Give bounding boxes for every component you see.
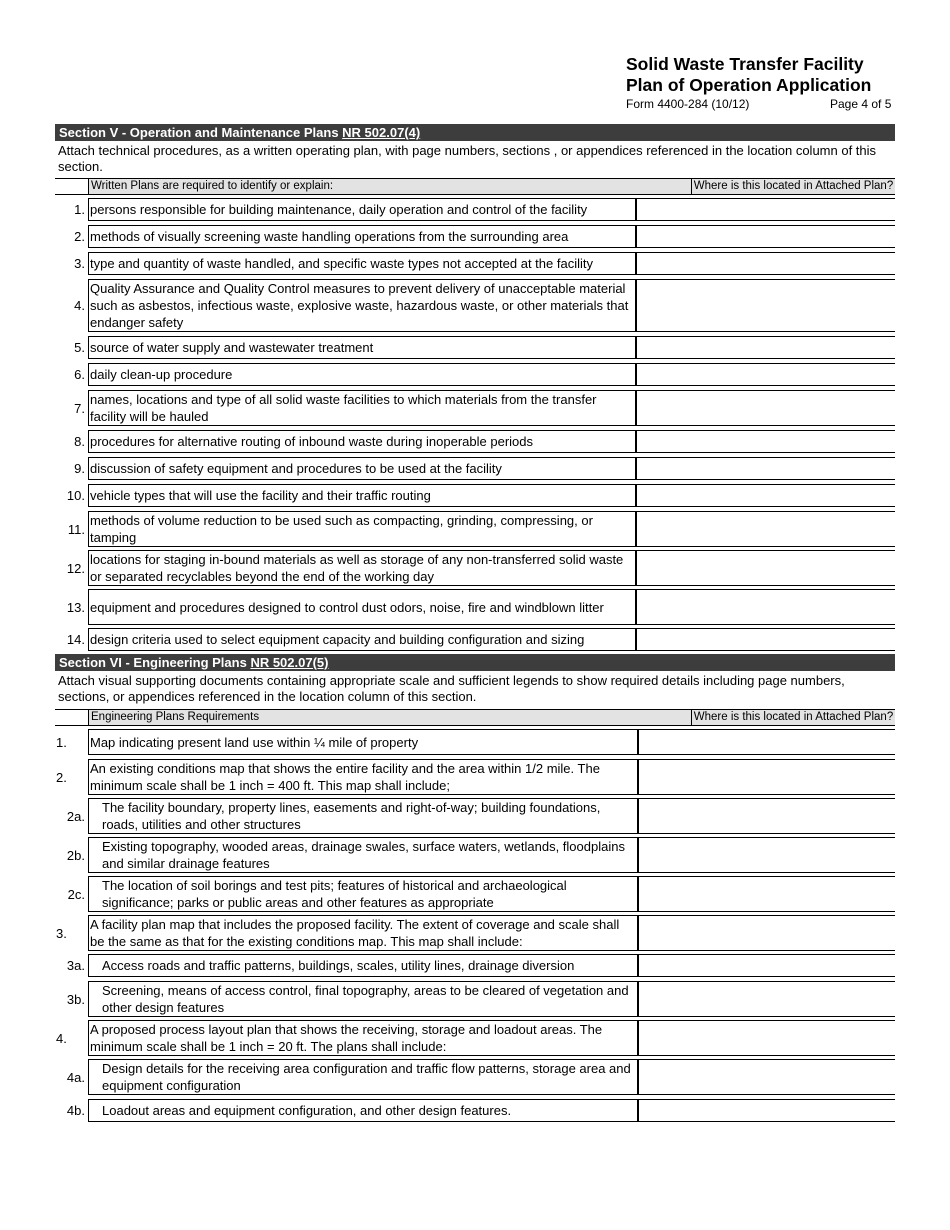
item-text (88, 390, 636, 426)
section5-row (55, 428, 895, 455)
item-text-label: Screening, means of access control, final topography, areas to be cleared of vegetation and other design features (102, 983, 629, 1015)
location-input[interactable] (636, 225, 895, 248)
section5-row (55, 455, 895, 482)
section6-header (55, 654, 895, 671)
section5-row (55, 196, 895, 223)
section5-column-header (55, 178, 895, 195)
item-number: 10. (66, 488, 85, 503)
section6-row (55, 757, 895, 797)
location-input[interactable] (638, 915, 895, 951)
item-text-label: type and quantity of waste handled, and specific waste types not accepted at the facility (90, 256, 593, 271)
section6-row (55, 1057, 895, 1097)
item-text (88, 1099, 638, 1122)
section5-row (55, 587, 895, 627)
item-text-label: Design details for the receiving area configuration and traffic flow patterns, storage area and equipment configuration (102, 1061, 631, 1093)
item-text (88, 457, 636, 480)
item-text (88, 198, 636, 221)
item-text-label: A facility plan map that includes the proposed facility. The extent of coverage and scale shall be the same as that for the existing conditions map. This map shall include: (90, 917, 620, 949)
item-number: 3. (74, 256, 85, 271)
section5-col-where: Where is this located in Attached Plan? (693, 180, 894, 192)
section5-ref-link[interactable]: NR 502.07(4) (342, 125, 421, 140)
section5-header (55, 124, 895, 141)
item-text-label: An existing conditions map that shows the entire facility and the area within 1/2 mile. The minimum scale shall be 1 inch = 400 ft. This map shall include; (90, 761, 600, 793)
item-text-label: The location of soil borings and test pits; features of historical and archaeological significance; parks or public areas and other features as appropriate (102, 878, 567, 910)
section6-column-header (55, 709, 895, 726)
section5-row (55, 250, 895, 277)
item-text-label: design criteria used to select equipment capacity and building configuration and sizing (90, 632, 585, 647)
item-text (88, 589, 636, 625)
section5-row (55, 626, 895, 653)
section5-intro: Attach technical procedures, as a written operating plan, with page numbers, sections , or appendices referenced in the location column of this section. (58, 143, 877, 174)
item-number: 8. (74, 434, 85, 449)
item-text (88, 336, 636, 359)
item-text-label: A proposed process layout plan that shows the receiving, storage and loadout areas. The minimum scale shall be 1 inch = 20 ft. The plans shall include: (90, 1022, 603, 1054)
section6-row (55, 979, 895, 1019)
item-number: 12. (66, 560, 85, 576)
location-input[interactable] (636, 252, 895, 275)
form-header (626, 54, 898, 112)
section5-col-label: Written Plans are required to identify or explain: (88, 179, 692, 194)
item-text (88, 954, 638, 977)
section6-row (55, 874, 895, 914)
item-number: 13. (66, 599, 85, 615)
location-input[interactable] (636, 589, 895, 625)
location-input[interactable] (636, 390, 895, 426)
item-number: 3a. (66, 958, 85, 973)
item-number: 11. (67, 521, 85, 537)
item-text (88, 876, 638, 912)
item-text (88, 550, 636, 586)
item-text-label: Existing topography, wooded areas, drainage swales, surface waters, wetlands, floodplains and similar drainage features (102, 839, 625, 871)
item-text-label: equipment and procedures designed to control dust odors, noise, fire and windblown litter (90, 599, 604, 615)
location-input[interactable] (638, 876, 895, 912)
section5-row (55, 388, 895, 428)
section6-row (55, 1097, 895, 1124)
item-text (88, 915, 638, 951)
item-text-label: daily clean-up procedure (90, 367, 233, 382)
item-text-label: methods of volume reduction to be used such as compacting, grinding, compressing, or tamping (90, 513, 593, 545)
item-number: 9. (74, 461, 85, 476)
item-text-label: The facility boundary, property lines, easements and right-of-way; building foundations, roads, utilities and other structures (102, 800, 601, 832)
item-number: 2a. (66, 808, 85, 824)
location-input[interactable] (638, 981, 895, 1017)
item-text (88, 511, 636, 547)
item-text (88, 729, 638, 755)
section6-title: Section VI - Engineering Plans (59, 655, 251, 670)
location-input[interactable] (636, 336, 895, 359)
location-input[interactable] (638, 954, 895, 977)
item-number: 14. (66, 632, 85, 647)
form-title-line2: Plan of Operation Application (626, 75, 872, 95)
section6-row (55, 796, 895, 836)
item-text-label: procedures for alternative routing of inbound waste during inoperable periods (90, 434, 534, 449)
location-input[interactable] (636, 198, 895, 221)
item-text-label: vehicle types that will use the facility and their traffic routing (90, 488, 431, 503)
item-text (88, 484, 636, 507)
item-text (88, 363, 636, 386)
section6-row (55, 1018, 895, 1058)
item-text (88, 252, 636, 275)
item-number: 3b. (66, 991, 85, 1007)
location-input[interactable] (638, 837, 895, 873)
item-number: 4. (56, 1030, 67, 1046)
item-number: 4b. (66, 1103, 85, 1118)
section5-row (55, 277, 895, 334)
location-input[interactable] (636, 484, 895, 507)
item-text (88, 1020, 638, 1056)
item-number: 2c. (67, 886, 85, 902)
item-text (88, 798, 638, 834)
section6-row (55, 913, 895, 953)
item-number: 4a. (66, 1069, 85, 1085)
location-input[interactable] (636, 279, 895, 332)
section6-col-where: Where is this located in Attached Plan? (693, 711, 894, 723)
page-number: Page 4 of 5 (830, 97, 892, 111)
item-text-label: Access roads and traffic patterns, buildings, scales, utility lines, drainage diversion (102, 958, 575, 973)
item-text-label: persons responsible for building maintenance, daily operation and control of the facility (90, 202, 588, 217)
item-number: 2. (74, 229, 85, 244)
item-text (88, 981, 638, 1017)
section5-row (55, 223, 895, 250)
location-input[interactable] (636, 550, 895, 586)
form-title-line1: Solid Waste Transfer Facility (626, 54, 864, 74)
location-input[interactable] (638, 759, 895, 795)
section5-title: Section V - Operation and Maintenance Plans (59, 125, 343, 140)
form-number: Form 4400-284 (10/12) (626, 97, 750, 111)
item-text (88, 628, 636, 651)
location-input[interactable] (636, 457, 895, 480)
section5-row (55, 334, 895, 361)
item-number: 4. (74, 298, 85, 313)
item-number: 2b. (66, 847, 85, 863)
location-input[interactable] (638, 729, 895, 755)
location-input[interactable] (638, 1099, 895, 1122)
item-text (88, 1059, 638, 1095)
section6-row (55, 952, 895, 979)
item-text (88, 430, 636, 453)
item-text-label: Quality Assurance and Quality Control measures to prevent delivery of unacceptable material such as asbestos, infectious waste, explosive waste, hazardous waste, or other materials that endanger safety (90, 281, 629, 330)
item-text-label: discussion of safety equipment and procedures to be used at the facility (90, 461, 502, 476)
location-input[interactable] (638, 798, 895, 834)
location-input[interactable] (636, 628, 895, 651)
item-text (88, 279, 636, 332)
item-number: 5. (74, 340, 85, 355)
location-input[interactable] (636, 511, 895, 547)
item-number: 2. (56, 769, 67, 785)
section5-row (55, 482, 895, 509)
item-number: 7. (74, 400, 85, 416)
section6-intro: Attach visual supporting documents containing appropriate scale and sufficient legends to show required details including page numbers, sections, or appendices referenced in the location column of this section. (58, 673, 845, 704)
item-text (88, 225, 636, 248)
item-text-label: Loadout areas and equipment configuration, and other design features. (102, 1103, 512, 1118)
item-text-label: locations for staging in-bound materials as well as storage of any non-transferred solid waste or separated recyclables beyond the end of the working day (90, 552, 624, 584)
section5-row (55, 361, 895, 388)
item-text-label: names, locations and type of all solid waste facilities to which materials from the transfer facility will be hauled (90, 392, 597, 424)
item-number: 1. (74, 202, 85, 217)
section6-row (55, 835, 895, 875)
item-text-label: Map indicating present land use within ¼ mile of property (90, 734, 419, 750)
item-number: 6. (74, 367, 85, 382)
location-input[interactable] (638, 1059, 895, 1095)
item-number: 3. (56, 925, 67, 941)
item-number: 1. (56, 734, 67, 750)
location-input[interactable] (638, 1020, 895, 1056)
location-input[interactable] (636, 363, 895, 386)
section6-row (55, 727, 895, 757)
section6-ref-link[interactable]: NR 502.07(5) (250, 655, 329, 670)
section6-col-label: Engineering Plans Requirements (88, 710, 692, 725)
item-text (88, 837, 638, 873)
item-text (88, 759, 638, 795)
location-input[interactable] (636, 430, 895, 453)
form-meta (626, 97, 898, 112)
section5-row (55, 548, 895, 588)
item-text-label: methods of visually screening waste handling operations from the surrounding area (90, 229, 569, 244)
item-text-label: source of water supply and wastewater treatment (90, 340, 374, 355)
section5-row (55, 509, 895, 549)
